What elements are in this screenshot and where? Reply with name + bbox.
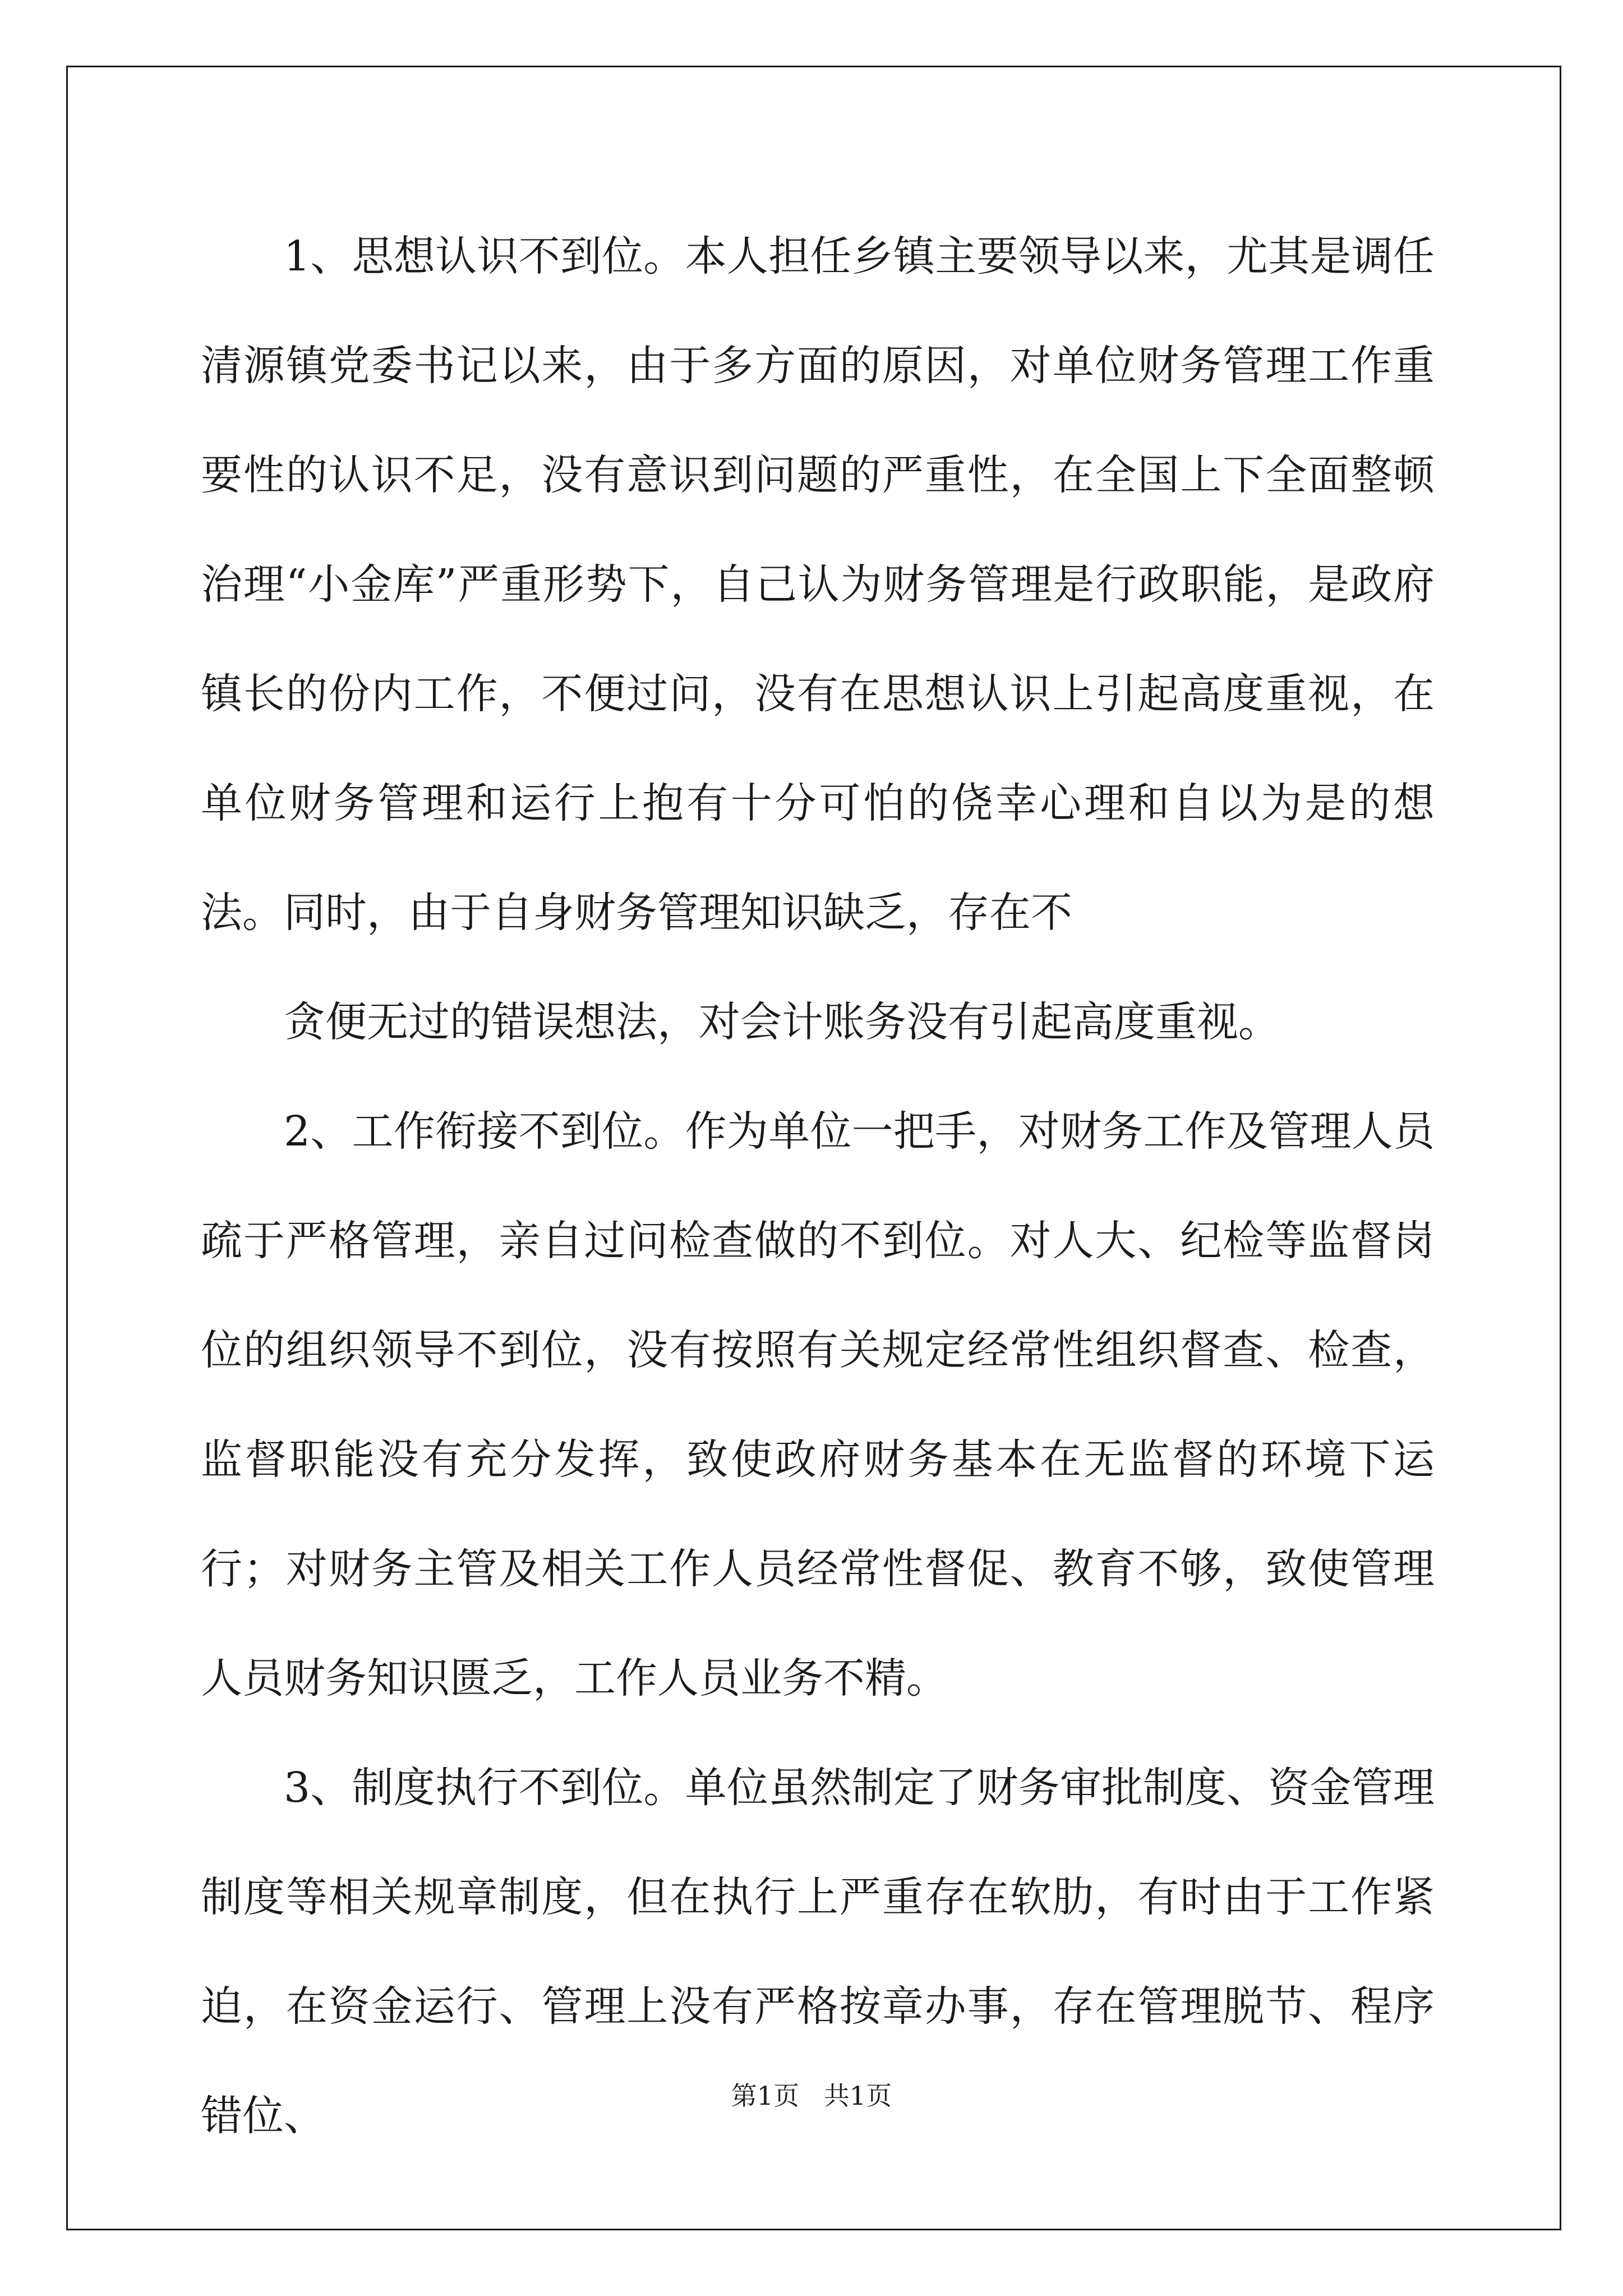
paragraph-4: 3、制度执行不到位。单位虽然制定了财务审批制度、资金管理制度等相关规章制度，但在执行上严重存在软肋，有时由于工作紧迫，在资金运行、管理上没有严格按章办事，存在管理脱节、程序错位、 (201, 1764, 1435, 2140)
paragraph-3: 2、工作衔接不到位。作为单位一把手，对财务工作及管理人员疏于严格管理，亲自过问检查做的不到位。对人大、纪检等监督岗位的组织领导不到位，没有按照有关规定经常性组织督查、检查，监督职能没有充分发挥，致使政府财务基本在无监督的环境下运行；对财务主管及相关工作人员经常性督促、教育不够，致使管理人员财务知识匮乏，工作人员业务不精。 (201, 1107, 1435, 1703)
document-body (201, 202, 1435, 2171)
paragraph-2: 贪便无过的错误想法，对会计账务没有引起高度重视。 (284, 998, 1280, 1046)
page-number-footer: 第1页 共1页 (731, 2081, 892, 2111)
paragraph-1: 1、思想认识不到位。本人担任乡镇主要领导以来，尤其是调任清源镇党委书记以来，由于多方面的原因，对单位财务管理工作重要性的认识不足，没有意识到问题的严重性，在全国上下全面整顿治理“小金库”严重形势下，自己认为财务管理是行政职能，是政府镇长的份内工作，不便过问，没有在思想认识上引起高度重视，在单位财务管理和运行上抱有十分可怕的侥幸心理和自以为是的想法。同时，由于自身财务管理知识缺乏，存在不 (201, 232, 1435, 937)
